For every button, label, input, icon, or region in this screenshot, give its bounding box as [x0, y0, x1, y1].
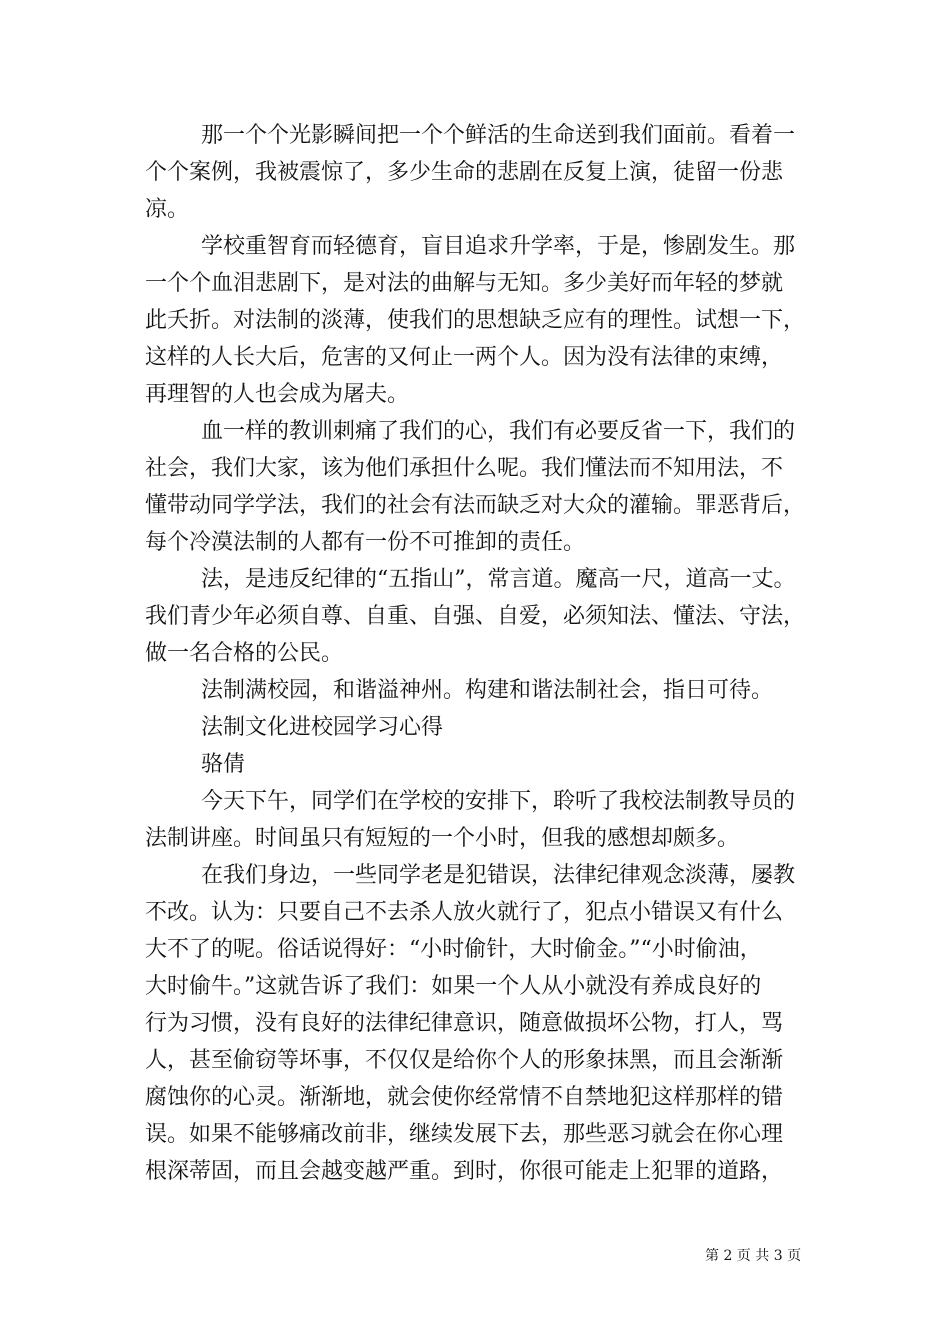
- text-line: 那一个个光影瞬间把一个个鲜活的生命送到我们面前。看着一: [201, 123, 796, 148]
- page-number: 第 2 页 共 3 页: [705, 1248, 802, 1264]
- text-line: 一个个血泪悲剧下，是对法的曲解与无知。多少美好而年轻的梦就: [145, 271, 784, 296]
- text-line: 懂带动同学学法，我们的社会有法而缺乏对大众的灌输。罪恶背后，: [145, 493, 806, 518]
- text-line: 社会，我们大家，该为他们承担什么呢。我们懂法而不知用法，不: [145, 456, 784, 481]
- text-line: 人，甚至偷窃等坏事，不仅仅是给你个人的形象抹黑，而且会渐渐: [145, 1048, 784, 1073]
- text-line: 法制满校园，和谐溢神州。构建和谐法制社会，指日可待。: [201, 678, 774, 703]
- text-line: 法，是违反纪律的“五指山”，常言道。魔高一尺，道高一丈。: [201, 567, 796, 592]
- text-line: 腐蚀你的心灵。渐渐地，就会使你经常情不自禁地犯这样那样的错: [145, 1085, 784, 1110]
- text-line: 个个案例，我被震惊了，多少生命的悲剧在反复上演，徒留一份悲: [145, 160, 784, 185]
- text-line: 在我们身边，一些同学老是犯错误，法律纪律观念淡薄，屡教: [201, 863, 796, 888]
- text-line: 我们青少年必须自尊、自重、自强、自爱，必须知法、懂法、守法，: [145, 604, 806, 629]
- text-line: 做一名合格的公民。: [145, 641, 344, 666]
- text-line: 误。如果不能够痛改前非，继续发展下去，那些恶习就会在你心理: [145, 1122, 784, 1147]
- text-line: 每个冷漠法制的人都有一份不可推卸的责任。: [145, 530, 586, 555]
- text-line: 大不了的呢。俗话说得好：“小时偷针，大时偷金。”“小时偷油，: [145, 937, 762, 962]
- text-line: 血一样的教训刺痛了我们的心，我们有必要反省一下，我们的: [201, 419, 796, 444]
- text-line: 学校重智育而轻德育，盲目追求升学率，于是，惨剧发生。那: [201, 234, 796, 259]
- section-title: 法制文化进校园学习心得: [201, 715, 444, 740]
- text-line: 大时偷牛。”这就告诉了我们：如果一个人从小就没有养成良好的: [145, 974, 762, 999]
- text-line: 这样的人长大后，危害的又何止一两个人。因为没有法律的束缚，: [145, 345, 784, 370]
- author-name: 骆倩: [201, 752, 246, 777]
- text-line: 根深蒂固，而且会越变越严重。到时，你很可能走上犯罪的道路，: [145, 1159, 784, 1184]
- text-line: 此夭折。对法制的淡薄，使我们的思想缺乏应有的理性。试想一下，: [145, 308, 806, 333]
- text-line: 法制讲座。时间虽只有短短的一个小时，但我的感想却颇多。: [145, 826, 740, 851]
- text-line: 今天下午，同学们在学校的安排下，聆听了我校法制教导员的: [201, 789, 796, 814]
- text-line: 凉。: [145, 197, 190, 222]
- text-line: 不改。认为：只要自己不去杀人放火就行了，犯点小错误又有什么: [145, 900, 784, 925]
- text-line: 再理智的人也会成为屠夫。: [145, 382, 410, 407]
- text-line: 行为习惯，没有良好的法律纪律意识，随意做损坏公物，打人，骂: [145, 1011, 784, 1036]
